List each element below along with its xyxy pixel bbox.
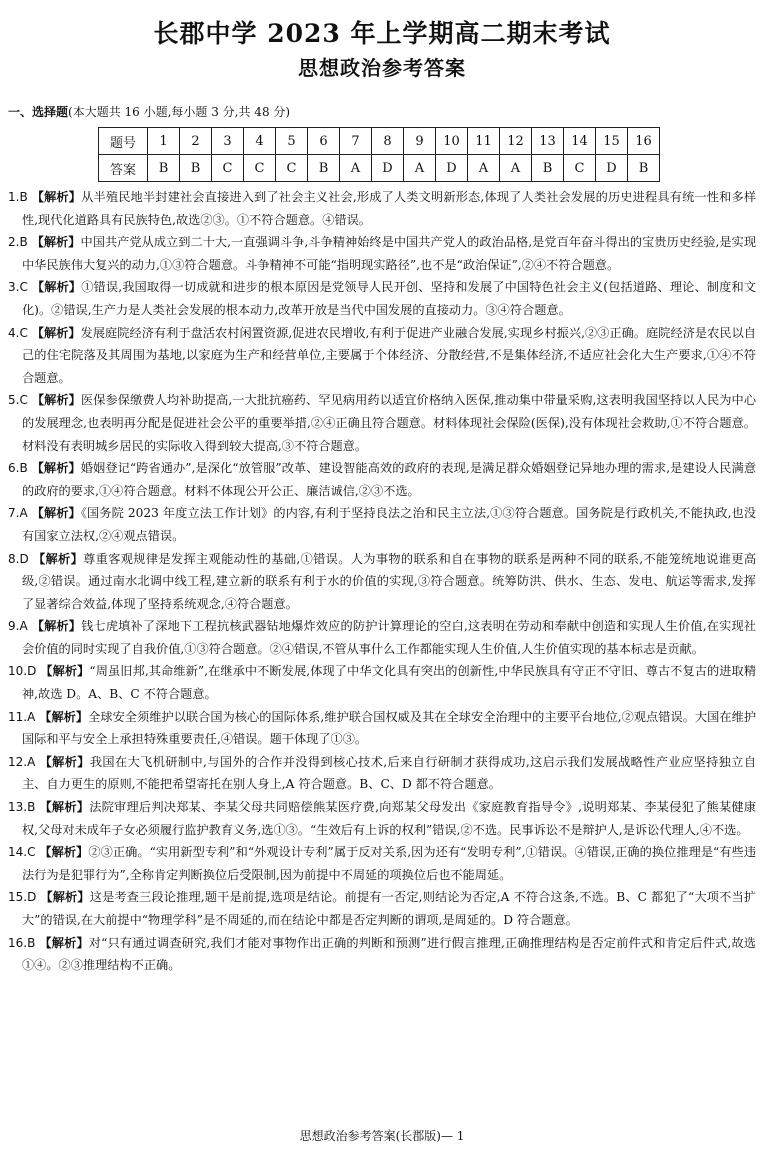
explanation-item <box>8 231 756 276</box>
question-label: 9.A <box>8 619 28 634</box>
number-row-label: 题号 <box>99 128 148 155</box>
analysis-tag: 【解析】 <box>31 461 81 476</box>
question-number-cell: 7 <box>340 128 372 155</box>
explanation-item <box>8 322 756 390</box>
answer-cell: B <box>308 155 340 182</box>
analysis-text: ①错误,我国取得一切成就和进步的根本原因是党领导人民开创、坚持和发展了中国特色社会主义(包括道路、理论、制度和文化)。②错误,生产力是人类社会发展的根本动力,改革开放是当代中国发展的直接动力。③④符合题意。 <box>22 280 757 317</box>
question-number-cell: 11 <box>468 128 500 155</box>
question-label: 15.D <box>8 890 37 905</box>
answer-cell: B <box>148 155 180 182</box>
analysis-text: 医保参保缴费人均补助提高,一大批抗癌药、罕见病用药以适宜价格纳入医保,推动集中带量采购,这表明我国坚持以人民为中心的发展理念,也表明再分配是促进社会公平的重要举措,②④正确且符合题意。材料体现社会保险(医保),没有体现社会救助,①不符合题意。材料没有表明城乡居民的实际收入得到较大提高,③不符合题意。 <box>22 393 757 453</box>
question-number-cell: 13 <box>532 128 564 155</box>
analysis-text: 钱七虎填补了深地下工程抗核武器钻地爆炸效应的防护计算理论的空白,这表明在劳动和奉献中创造和实现人生价值,在实现社会价值的同时实现了自我价值,①③符合题意。②④错误,不管从事什么工作都能实现人生价值,人生价值实现的基本标志是贡献。 <box>22 619 757 656</box>
analysis-text: 《国务院 2023 年度立法工作计划》的内容,有利于坚持良法之治和民主立法,①③符合题意。国务院是行政机关,不能执政,也没有国家立法权,②④观点错误。 <box>22 506 757 543</box>
analysis-text: 发展庭院经济有利于盘活农村闲置资源,促进农民增收,有利于促进产业融合发展,实现乡村振兴,②③正确。庭院经济是农民以自己的住宅院落及其周围为基地,以家庭为生产和经营单位,主要属于个体经济、分散经营,不是集体经济,不适应社会化大生产要求,①④不符合题意。 <box>22 325 756 385</box>
analysis-tag: 【解析】 <box>31 506 81 521</box>
question-label: 14.C <box>8 845 36 860</box>
analysis-tag: 【解析】 <box>39 845 89 860</box>
analysis-tag: 【解析】 <box>31 235 81 250</box>
question-label: 10.D <box>8 664 37 679</box>
question-label: 7.A <box>8 506 28 521</box>
analysis-tag: 【解析】 <box>39 935 89 950</box>
explanation-item <box>8 502 756 547</box>
analysis-text: 全球安全须维护以联合国为核心的国际体系,维护联合国权威及其在全球安全治理中的主要平台地位,②观点错误。大国在维护国际和平与安全上承担特殊重要责任,④错误。题干体现了①③。 <box>22 709 757 747</box>
question-number-cell: 9 <box>404 128 436 155</box>
analysis-tag: 【解析】 <box>39 800 90 815</box>
analysis-text: 这是考查三段论推理,题干是前提,选项是结论。前提有一否定,则结论为否定,A 不符合这条,不选。B、C 都犯了“大项不当扩大”的错误,在大前提中“物理学科”是不周延的,而在结论中都是否定判断的谓项,是周延的。D 符合题意。 <box>22 890 757 927</box>
answer-cell: A <box>500 155 532 182</box>
answer-cell: B <box>180 155 212 182</box>
answer-explanations <box>8 186 756 977</box>
answer-cell: D <box>372 155 404 182</box>
answer-cell: B <box>628 155 660 182</box>
analysis-tag: 【解析】 <box>31 280 82 295</box>
analysis-tag: 【解析】 <box>31 190 82 204</box>
analysis-text: 中国共产党从成立到二十大,一直强调斗争,斗争精神始终是中国共产党人的政治品格,是党百年奋斗得出的宝贵历史经验,是实现中华民族伟大复兴的动力,①③符合题意。斗争精神不可能“指明现实路径”,也不是“政治保证”,②④不符合题意。 <box>22 235 757 272</box>
answer-cell: A <box>468 155 500 182</box>
analysis-text: 从半殖民地半封建社会直接进入到了社会主义社会,形成了人类文明新形态,体现了人类社会发展的历史进程具有统一性和多样性,现代化道路具有民族特色,故选②③。①不符合题意。④错误。 <box>22 190 757 227</box>
analysis-tag: 【解析】 <box>39 709 89 724</box>
explanation-item <box>8 276 756 321</box>
answer-cell: B <box>532 155 564 182</box>
page-title: 长郡中学 2023 年上学期高二期末考试 <box>153 19 611 48</box>
question-label: 6.B <box>8 461 28 476</box>
section-heading <box>8 103 290 120</box>
analysis-text: 对“只有通过调查研究,我们才能对事物作出正确的判断和预测”进行假言推理,正确推理结构是否定前件式和肯定后件式,故选①④。②③推理结构不正确。 <box>22 935 756 973</box>
question-number-cell: 6 <box>308 128 340 155</box>
explanation-item <box>8 389 756 457</box>
analysis-tag: 【解析】 <box>31 619 82 634</box>
explanation-item <box>8 186 756 231</box>
question-number-cell: 4 <box>244 128 276 155</box>
explanation-item <box>8 932 756 977</box>
explanation-item <box>8 886 756 931</box>
explanation-item <box>8 841 756 886</box>
question-label: 8.D <box>8 551 29 566</box>
analysis-tag: 【解析】 <box>40 890 90 905</box>
analysis-text: 尊重客观规律是发挥主观能动性的基础,①错误。人为事物的联系和自在事物的联系是两种不同的联系,不能笼统地说谁更高级,②错误。通过南水北调中线工程,建立新的联系有利于水的价值的实现,③符合题意。统筹防洪、供水、生态、发电、航运等需求,发挥了显著综合效益,体现了坚持系统观念,④符合题意。 <box>22 551 757 611</box>
question-number-cell: 10 <box>436 128 468 155</box>
explanation-item <box>8 615 756 660</box>
analysis-text: “周虽旧邦,其命维新”,在继承中不断发展,体现了中华文化具有突出的创新性,中华民族具有守正不守旧、尊古不复古的进取精神,故选 D。A、B、C 不符合题意。 <box>22 664 757 702</box>
explanation-item <box>8 706 756 751</box>
section-heading-label: 一、选择题 <box>8 105 69 119</box>
question-label: 4.C <box>8 325 28 340</box>
analysis-tag: 【解析】 <box>31 393 81 408</box>
question-label: 13.B <box>8 800 36 815</box>
question-number-cell: 2 <box>180 128 212 155</box>
answer-table-number-row <box>99 128 660 155</box>
analysis-text: 婚姻登记“跨省通办”,是深化“放管服”改革、建设智能高效的政府的表现,是满足群众婚姻登记异地办理的需求,是建设人民满意的政府的要求,①④符合题意。材料不体现公开公正、廉洁诚信,②③不选。 <box>22 461 757 498</box>
answer-cell: D <box>436 155 468 182</box>
page-subtitle: 思想政治参考答案 <box>298 56 466 80</box>
explanation-item <box>8 660 756 705</box>
question-label: 11.A <box>8 709 36 724</box>
question-label: 1.B <box>8 190 28 204</box>
explanation-item <box>8 796 756 841</box>
question-number-cell: 5 <box>276 128 308 155</box>
question-number-cell: 8 <box>372 128 404 155</box>
question-number-cell: 14 <box>564 128 596 155</box>
question-label: 12.A <box>8 754 36 769</box>
answer-cell: C <box>244 155 276 182</box>
question-label: 2.B <box>8 235 28 250</box>
explanation-item <box>8 457 756 502</box>
explanation-item <box>8 751 756 796</box>
answer-cell: D <box>596 155 628 182</box>
page-footer: 思想政治参考答案(长郡版)— 1 <box>299 1129 465 1143</box>
question-label: 3.C <box>8 280 28 295</box>
analysis-text: 我国在大飞机研制中,与国外的合作并没得到核心技术,后来自行研制才获得成功,这启示我们发展战略性产业应坚持独立自主、自力更生的原则,不能把希望寄托在别人身上,A 符合题意。B、C、D 都不符合题意。 <box>22 754 757 792</box>
analysis-text: ②③正确。“实用新型专利”和“外观设计专利”属于反对关系,因为还有“发明专利”,①错误。④错误,正确的换位推理是“有些违法行为是犯罪行为”,全称肯定判断换位后受限制,因为前提中不周延的项换位后也不能周延。 <box>22 845 757 882</box>
explanation-item <box>8 548 756 616</box>
answer-table-answer-row <box>99 155 660 182</box>
question-number-cell: 16 <box>628 128 660 155</box>
answer-cell: C <box>564 155 596 182</box>
answer-cell: C <box>276 155 308 182</box>
analysis-tag: 【解析】 <box>40 664 90 679</box>
question-number-cell: 15 <box>596 128 628 155</box>
question-number-cell: 3 <box>212 128 244 155</box>
analysis-tag: 【解析】 <box>32 551 84 566</box>
question-number-cell: 12 <box>500 128 532 155</box>
question-number-cell: 1 <box>148 128 180 155</box>
analysis-tag: 【解析】 <box>31 325 81 340</box>
answer-cell: A <box>340 155 372 182</box>
answer-table <box>98 127 660 182</box>
analysis-text: 法院审理后判决郑某、李某父母共同赔偿熊某医疗费,向郑某父母发出《家庭教育指导令》,说明郑某、李某侵犯了熊某健康权,父母对未成年子女必须履行监护教育义务,选①③。“生效后有上诉的权利”错误,②不选。民事诉讼不是辩护人,是诉讼代理人,④不选。 <box>22 800 757 837</box>
answer-cell: C <box>212 155 244 182</box>
analysis-tag: 【解析】 <box>39 754 90 769</box>
question-label: 16.B <box>8 935 36 950</box>
answer-cell: A <box>404 155 436 182</box>
question-label: 5.C <box>8 393 28 408</box>
section-note: (本大题共 16 小题,每小题 3 分,共 48 分) <box>68 105 291 119</box>
answer-row-label: 答案 <box>99 155 148 182</box>
